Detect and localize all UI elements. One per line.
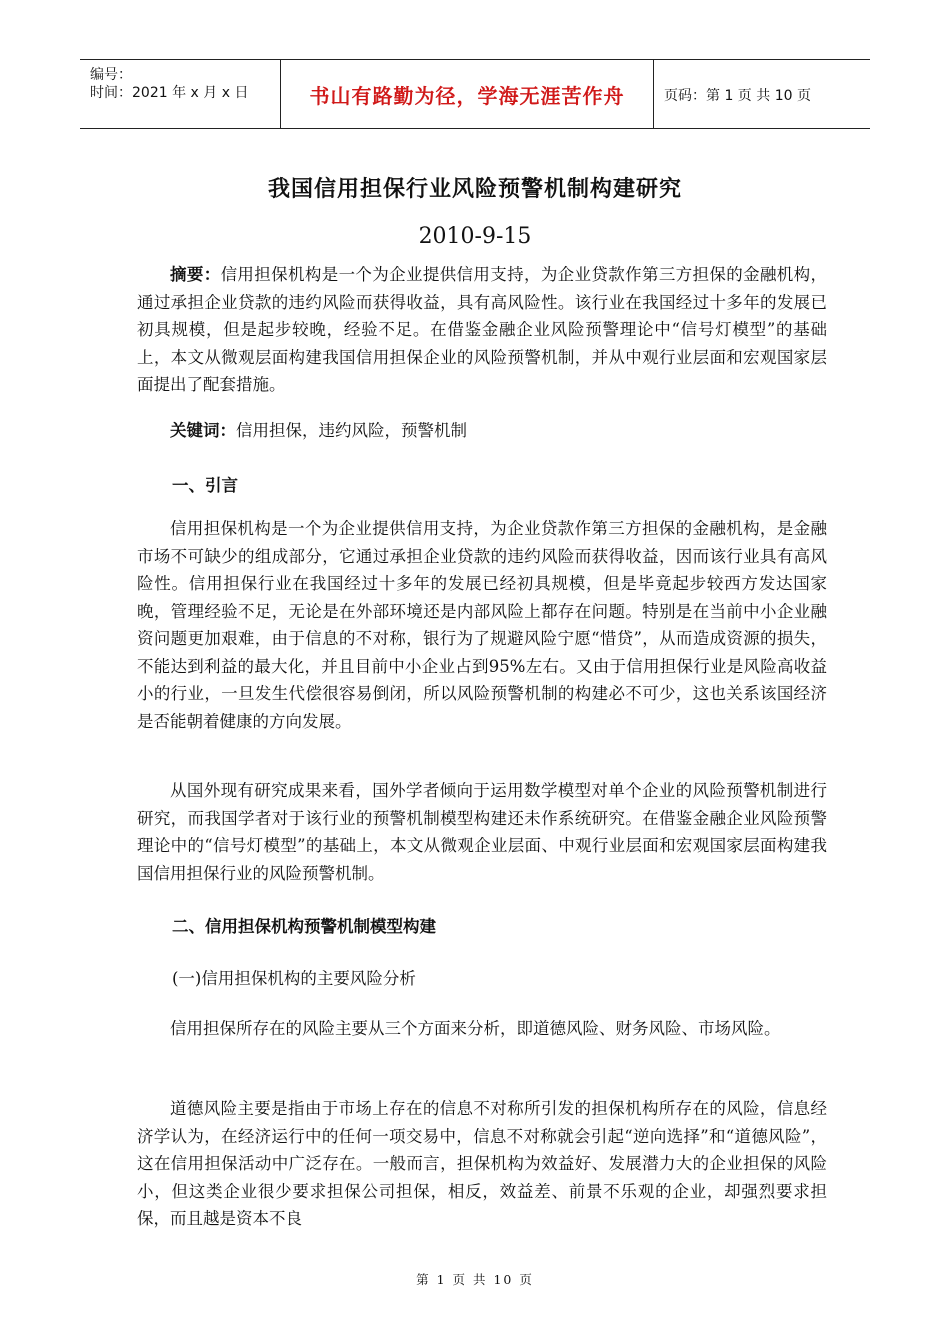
- time-label: 时间：2021 年 x 月 x 日: [90, 85, 249, 101]
- abstract-text: 信用担保机构是一个为企业提供信用支持，为企业贷款作第三方担保的金融机构，通过承担企业贷款的违约风险而获得收益，具有高风险性。该行业在我国经过十多年的发展已初具规模，但是起步较晚，经验不足。在借鉴金融企业风险预警理论中“信号灯模型”的基础上，本文从微观层面构建我国信用担保企业的风险预警机制，并从中观行业层面和宏观国家层面提出了配套措施。: [137, 265, 828, 394]
- intro-paragraph-1: 信用担保机构是一个为企业提供信用支持，为企业贷款作第三方担保的金融机构，是金融市场不可缺少的组成部分，它通过承担企业贷款的违约风险而获得收益，因而该行业具有高风险性。信用担保行业在我国经过十多年的发展已经初具规模，但是毕竟起步较西方发达国家晚，管理经验不足，无论是在外部环境还是内部风险上都存在问题。特别是在当前中小企业融资问题更加艰难，由于信息的不对称，银行为了规避风险宁愿“惜贷”，从而造成资源的损失，不能达到利益的最大化，并且目前中小企业占到95%左右。又由于信用担保行业是风险高收益小的行业，一旦发生代偿很容易倒闭，所以风险预警机制的构建必不可少，这也关系该国经济是否能朝着健康的方向发展。: [137, 519, 827, 731]
- number-label: 编号：: [90, 67, 132, 83]
- motto: 书山有路勤为径，学海无涯苦作舟: [309, 84, 625, 108]
- document-title: 我国信用担保行业风险预警机制构建研究: [267, 177, 682, 202]
- abstract-label: 摘要：: [170, 265, 221, 284]
- header-left-cell: [80, 60, 280, 128]
- document-date: 2010-9-15: [418, 224, 532, 249]
- header-page-cell: [652, 60, 870, 128]
- section-1-heading: 一、引言: [172, 476, 238, 495]
- document-header: [80, 59, 870, 129]
- page-footer: 第 1 页 共 10 页: [416, 1272, 534, 1287]
- risk-paragraph-1: 信用担保所存在的风险主要从三个方面来分析，即道德风险、财务风险、市场风险。: [170, 1019, 781, 1038]
- page-info: 页码：第 1 页 共 10 页: [664, 88, 811, 104]
- abstract-paragraph: [137, 261, 827, 399]
- intro-paragraph-2: 从国外现有研究成果来看，国外学者倾向于运用数学模型对单个企业的风险预警机制进行研究，而我国学者对于该行业的预警机制模型构建还未作系统研究。在借鉴金融企业风险预警理论中的“信号灯模型”的基础上，本文从微观企业层面、中观行业层面和宏观国家层面构建我国信用担保行业的风险预警机制。: [137, 781, 827, 883]
- section-2-subheading: (一)信用担保机构的主要风险分析: [172, 969, 416, 988]
- keywords-paragraph: [137, 417, 827, 445]
- keywords-text: 信用担保，违约风险，预警机制: [236, 421, 467, 440]
- risk-paragraph-2: 道德风险主要是指由于市场上存在的信息不对称所引发的担保机构所存在的风险，信息经济学认为，在经济运行中的任何一项交易中，信息不对称就会引起“逆向选择”和“道德风险”，这在信用担保活动中广泛存在。一般而言，担保机构为效益好、发展潜力大的企业担保的风险小，但这类企业很少要求担保公司担保，相反，效益差、前景不乐观的企业，却强烈要求担保，而且越是资本不良: [137, 1099, 827, 1228]
- header-motto-cell: [280, 60, 654, 128]
- keywords-label: 关键词：: [170, 421, 236, 440]
- section-2-heading: 二、信用担保机构预警机制模型构建: [172, 917, 436, 936]
